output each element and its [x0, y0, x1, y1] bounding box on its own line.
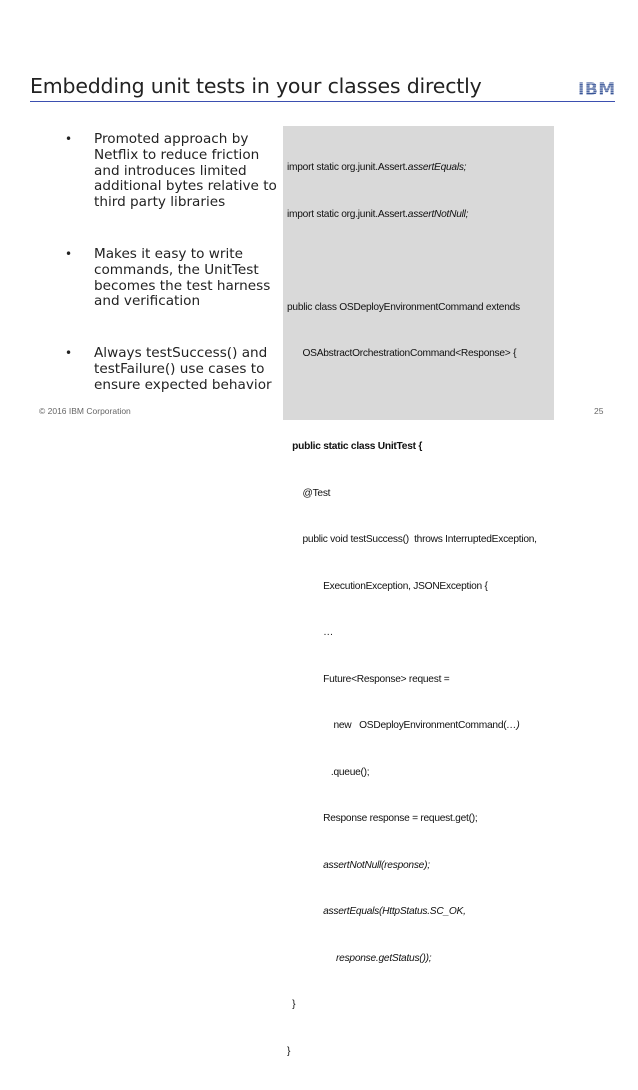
code-line: public class OSDeployEnvironmentCommand extends — [287, 301, 520, 313]
bullet-item — [62, 247, 287, 310]
code-line: import static org.junit.Assert.assertNotNull; — [287, 208, 469, 220]
code-line: Future<Response> request = — [287, 673, 450, 685]
code-line-blank — [287, 393, 537, 409]
code-line: } — [287, 1045, 291, 1057]
code-line: public static class UnitTest { — [287, 441, 423, 452]
bullet-text: Makes it easy to write commands, the UnitTest becomes the test harness and verification — [94, 245, 271, 310]
slide-title: Embedding unit tests in your classes directly — [30, 74, 482, 98]
bullet-item — [62, 132, 287, 211]
bullet-marker: • — [65, 132, 73, 146]
page-number: 25 — [594, 406, 604, 416]
code-line: assertEquals(HttpStatus.SC_OK, — [287, 906, 466, 917]
code-line: import static org.junit.Assert.assertEquals; — [287, 162, 467, 173]
code-line: .queue(); — [287, 766, 370, 778]
code-line: @Test — [287, 487, 331, 499]
bullet-text: Always testSuccess() and testFailure() use cases to ensure expected behavior — [94, 345, 272, 393]
bullet-marker: • — [65, 346, 73, 361]
code-line: public void testSuccess() throws InterruptedException, — [287, 534, 537, 545]
bullet-marker: • — [65, 246, 73, 261]
bullet-item — [62, 346, 287, 393]
code-line: … — [287, 627, 334, 638]
bullet-text: Promoted approach by Netflix to reduce friction and introduces limited additional bytes relative to third party libraries — [94, 131, 277, 211]
ibm-logo — [578, 80, 616, 100]
copyright-footer: © 2016 IBM Corporation — [39, 406, 131, 416]
code-line: Response response = request.get(); — [287, 813, 478, 824]
code-line: response.getStatus()); — [287, 952, 432, 964]
code-line: assertNotNull(response); — [287, 859, 430, 871]
bullet-list — [62, 132, 287, 394]
code-sample-box — [283, 126, 554, 1057]
code-line: ExecutionException, JSONException { — [287, 580, 488, 592]
ibm-logo-text: IBM — [578, 80, 616, 100]
code-line-blank — [287, 253, 537, 269]
code-block — [287, 129, 537, 1090]
code-line: new OSDeployEnvironmentCommand(…) — [287, 720, 520, 731]
code-line: OSAbstractOrchestrationCommand<Response> { — [287, 348, 517, 359]
code-line: } — [287, 999, 296, 1010]
title-divider — [30, 101, 615, 102]
